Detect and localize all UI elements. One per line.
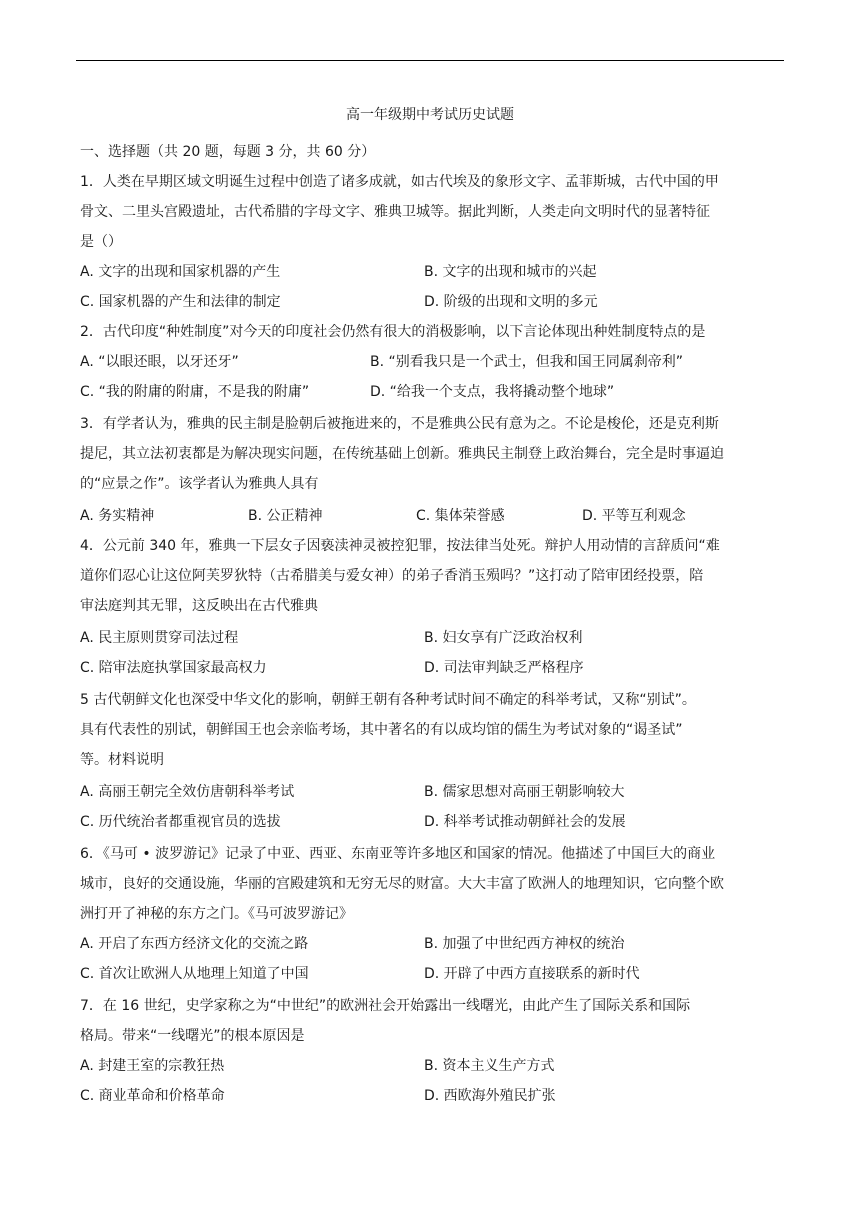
q4-option-c: C. 陪审法庭执掌国家最高权力 [80,660,267,676]
header-rule [76,60,784,61]
q6-option-a: A. 开启了东西方经济文化的交流之路 [80,936,309,952]
q6-option-c: C. 首次让欧洲人从地理上知道了中国 [80,966,309,982]
q3-option-b: B. 公正精神 [248,508,323,524]
q4-option-a: A. 民主原则贯穿司法过程 [80,630,239,646]
q2-option-b: B. “别看我只是一个武士，但我和国王同属刹帝利” [370,354,684,370]
q3-stem-line: 提尼，其立法初衷都是为解决现实问题，在传统基础上创新。雅典民主制登上政治舞台，完全是时事逼迫 [80,446,724,462]
q5-option-a: A. 高丽王朝完全效仿唐朝科举考试 [80,784,295,800]
q1-option-c: C. 国家机器的产生和法律的制定 [80,294,281,310]
section-heading: 一、选择题（共 20 题，每题 3 分，共 60 分） [80,144,376,160]
q3-option-d: D. 平等互利观念 [582,508,686,524]
q7-option-c: C. 商业革命和价格革命 [80,1088,225,1104]
q7-stem-line: 7．在 16 世纪，史学家称之为“中世纪”的欧洲社会开始露出一线曙光，由此产生了国际关系和国际 [80,998,691,1014]
q7-stem-line: 格局。带来“一线曙光”的根本原因是 [80,1028,305,1044]
q1-option-b: B. 文字的出现和城市的兴起 [424,264,597,280]
q3-option-c: C. 集体荣誉感 [416,508,505,524]
q7-option-b: B. 资本主义生产方式 [424,1058,555,1074]
q4-option-b: B. 妇女享有广泛政治权利 [424,630,583,646]
q5-option-b: B. 儒家思想对高丽王朝影响较大 [424,784,625,800]
q6-stem-line: 城市，良好的交通设施，华丽的宫殿建筑和无穷无尽的财富。大大丰富了欧洲人的地理知识，它向整个欧 [80,876,724,892]
q1-option-d: D. 阶级的出现和文明的多元 [424,294,598,310]
q4-stem-line: 道你们忍心让这位阿芙罗狄特（古希腊美与爱女神）的弟子香消玉殒吗？”这打动了陪审团经投票，陪 [80,568,704,584]
q2-option-d: D. “给我一个支点，我将撬动整个地球” [370,384,615,400]
q2-option-a: A. “以眼还眼，以牙还牙” [80,354,239,370]
q3-stem-line: 的“应景之作”。该学者认为雅典人具有 [80,476,319,492]
q5-option-c: C. 历代统治者都重视官员的选拔 [80,814,281,830]
q7-option-d: D. 西欧海外殖民扩张 [424,1088,556,1104]
q3-stem-line: 3．有学者认为，雅典的民主制是脸朝后被拖进来的，不是雅典公民有意为之。不论是梭伦，还是克利斯 [80,416,719,432]
q3-option-a: A. 务实精神 [80,508,155,524]
exam-title: 高一年级期中考试历史试题 [346,107,514,123]
q6-stem-line: 洲打开了神秘的东方之门。《马可波罗游记》 [80,906,353,922]
q4-stem-line: 审法庭判其无罪，这反映出在古代雅典 [80,598,318,614]
q6-option-d: D. 开辟了中西方直接联系的新时代 [424,966,640,982]
q1-stem-line: 是（） [80,234,122,250]
q2-stem-line: 2．古代印度“种姓制度”对今天的印度社会仍然有很大的消极影响，以下言论体现出种姓制度特点的是 [80,324,706,340]
q6-stem-line: 6．《马可 • 波罗游记》记录了中亚、西亚、东南亚等许多地区和国家的情况。他描述了中国巨大的商业 [80,846,716,862]
q7-option-a: A. 封建王室的宗教狂热 [80,1058,225,1074]
q5-stem-line: 5 古代朝鲜文化也深受中华文化的影响，朝鲜王朝有各种考试时间不确定的科举考试，又称“别试”。 [80,692,696,708]
q6-option-b: B. 加强了中世纪西方神权的统治 [424,936,625,952]
q5-stem-line: 等。材料说明 [80,752,164,768]
q5-stem-line: 具有代表性的别试，朝鲜国王也会亲临考场，其中著名的有以成均馆的儒生为考试对象的“谒圣试” [80,722,683,738]
q1-option-a: A. 文字的出现和国家机器的产生 [80,264,281,280]
q5-option-d: D. 科举考试推动朝鲜社会的发展 [424,814,626,830]
q4-stem-line: 4．公元前 340 年，雅典一下层女子因亵渎神灵被控犯罪，按法律当处死。辩护人用动情的言辞质问“难 [80,538,720,554]
q1-stem-line: 骨文、二里头宫殿遗址，古代希腊的字母文字、雅典卫城等。据此判断，人类走向文明时代的显著特征 [80,204,710,220]
q4-option-d: D. 司法审判缺乏严格程序 [424,660,584,676]
q2-option-c: C. “我的附庸的附庸，不是我的附庸” [80,384,310,400]
q1-stem-line: 1．人类在早期区域文明诞生过程中创造了诸多成就，如古代埃及的象形文字、孟菲斯城，古代中国的甲 [80,174,719,190]
